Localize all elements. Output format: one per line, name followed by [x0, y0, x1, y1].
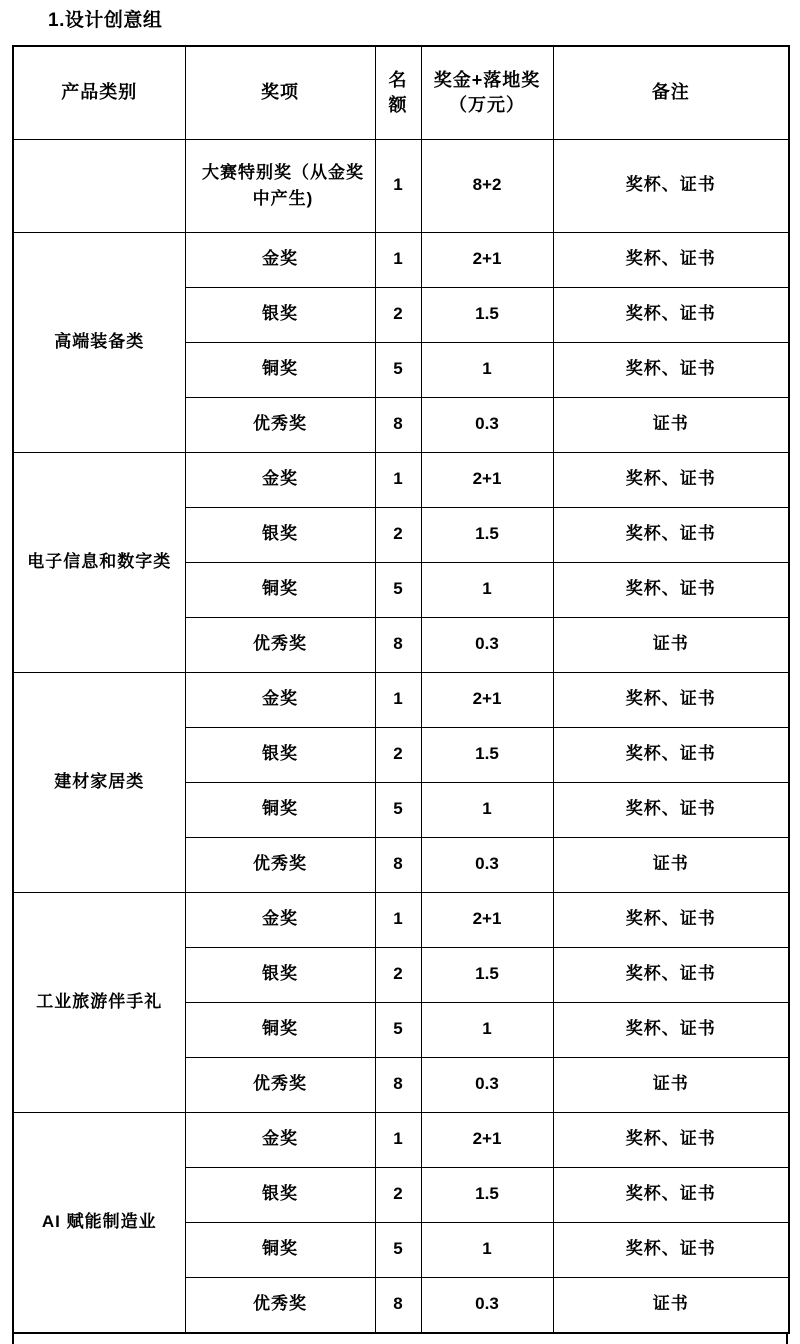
cell-award: 优秀奖 [185, 1277, 375, 1333]
cell-remark: 证书 [553, 397, 789, 452]
cell-remark: 奖杯、证书 [553, 892, 789, 947]
cell-quota: 5 [375, 782, 421, 837]
cell-category: 工业旅游伴手礼 [13, 892, 185, 1112]
cell-award: 铜奖 [185, 342, 375, 397]
cell-award: 银奖 [185, 287, 375, 342]
cell-quota: 2 [375, 287, 421, 342]
cell-remark: 证书 [553, 837, 789, 892]
table-row [13, 452, 789, 507]
cell-quota: 8 [375, 617, 421, 672]
cell-remark: 证书 [553, 1057, 789, 1112]
cell-category [13, 139, 185, 232]
cell-quota: 2 [375, 947, 421, 1002]
page-title: 1.设计创意组 [48, 10, 163, 31]
cell-category: 高端装备类 [13, 232, 185, 452]
cell-award: 银奖 [185, 507, 375, 562]
cell-prize: 1 [421, 1222, 553, 1277]
cell-award: 铜奖 [185, 562, 375, 617]
cell-quota: 1 [375, 232, 421, 287]
cell-remark: 奖杯、证书 [553, 452, 789, 507]
table-body [13, 139, 789, 1333]
cell-prize: 2+1 [421, 672, 553, 727]
cell-prize: 1 [421, 342, 553, 397]
cell-award: 银奖 [185, 947, 375, 1002]
cell-remark: 奖杯、证书 [553, 1167, 789, 1222]
cell-prize: 1.5 [421, 507, 553, 562]
cell-prize: 1.5 [421, 947, 553, 1002]
header-award: 奖项 [185, 46, 375, 140]
cell-prize: 2+1 [421, 892, 553, 947]
cell-quota: 8 [375, 837, 421, 892]
cell-remark: 奖杯、证书 [553, 507, 789, 562]
table-row [13, 139, 789, 232]
table-row [13, 892, 789, 947]
table-header [13, 46, 789, 140]
cell-quota: 5 [375, 1002, 421, 1057]
cell-remark: 奖杯、证书 [553, 232, 789, 287]
cell-award: 金奖 [185, 892, 375, 947]
cell-remark: 证书 [553, 1277, 789, 1333]
cell-quota: 5 [375, 562, 421, 617]
header-remark: 备注 [553, 46, 789, 140]
cell-quota: 2 [375, 727, 421, 782]
cell-award: 铜奖 [185, 1002, 375, 1057]
cell-remark: 奖杯、证书 [553, 1112, 789, 1167]
cell-award: 优秀奖 [185, 617, 375, 672]
cell-award: 优秀奖 [185, 397, 375, 452]
cell-remark: 奖杯、证书 [553, 1222, 789, 1277]
table-row [13, 232, 789, 287]
cell-prize: 1 [421, 1002, 553, 1057]
cell-remark: 奖杯、证书 [553, 139, 789, 232]
cell-award: 铜奖 [185, 782, 375, 837]
cell-quota: 1 [375, 452, 421, 507]
cell-award: 金奖 [185, 672, 375, 727]
cell-prize: 1 [421, 562, 553, 617]
cell-prize: 1.5 [421, 727, 553, 782]
cell-quota: 8 [375, 1057, 421, 1112]
cell-award: 金奖 [185, 452, 375, 507]
cell-prize: 2+1 [421, 232, 553, 287]
cell-category: 建材家居类 [13, 672, 185, 892]
cell-remark: 奖杯、证书 [553, 782, 789, 837]
cell-remark: 奖杯、证书 [553, 947, 789, 1002]
cell-remark: 奖杯、证书 [553, 562, 789, 617]
table-row [13, 672, 789, 727]
cell-prize: 1 [421, 782, 553, 837]
cell-remark: 奖杯、证书 [553, 342, 789, 397]
cell-award: 优秀奖 [185, 837, 375, 892]
cell-prize: 0.3 [421, 397, 553, 452]
cell-quota: 1 [375, 672, 421, 727]
header-prize: 奖金+落地奖（万元） [421, 46, 553, 140]
cell-award: 大赛特别奖（从金奖中产生) [185, 139, 375, 232]
cell-category: AI 赋能制造业 [13, 1112, 185, 1333]
cell-quota: 1 [375, 139, 421, 232]
cell-quota: 1 [375, 1112, 421, 1167]
cell-remark: 证书 [553, 617, 789, 672]
cell-remark: 奖杯、证书 [553, 672, 789, 727]
cell-quota: 5 [375, 1222, 421, 1277]
cell-prize: 0.3 [421, 1057, 553, 1112]
cell-quota: 2 [375, 1167, 421, 1222]
cell-category: 电子信息和数字类 [13, 452, 185, 672]
cell-prize: 8+2 [421, 139, 553, 232]
cell-remark: 奖杯、证书 [553, 1002, 789, 1057]
cell-prize: 2+1 [421, 1112, 553, 1167]
cell-prize: 0.3 [421, 837, 553, 892]
header-category: 产品类别 [13, 46, 185, 140]
cell-prize: 0.3 [421, 617, 553, 672]
table-continuation-edge [12, 1334, 788, 1344]
cell-remark: 奖杯、证书 [553, 727, 789, 782]
cell-award: 银奖 [185, 1167, 375, 1222]
cell-prize: 1.5 [421, 1167, 553, 1222]
cell-award: 银奖 [185, 727, 375, 782]
cell-quota: 8 [375, 1277, 421, 1333]
cell-award: 铜奖 [185, 1222, 375, 1277]
cell-quota: 8 [375, 397, 421, 452]
cell-prize: 2+1 [421, 452, 553, 507]
header-quota: 名额 [375, 46, 421, 140]
cell-quota: 5 [375, 342, 421, 397]
cell-prize: 0.3 [421, 1277, 553, 1333]
cell-quota: 2 [375, 507, 421, 562]
award-table [12, 45, 790, 1334]
table-header-row [13, 46, 789, 140]
cell-remark: 奖杯、证书 [553, 287, 789, 342]
cell-award: 金奖 [185, 1112, 375, 1167]
table-row [13, 1112, 789, 1167]
cell-prize: 1.5 [421, 287, 553, 342]
cell-quota: 1 [375, 892, 421, 947]
cell-award: 金奖 [185, 232, 375, 287]
cell-award: 优秀奖 [185, 1057, 375, 1112]
